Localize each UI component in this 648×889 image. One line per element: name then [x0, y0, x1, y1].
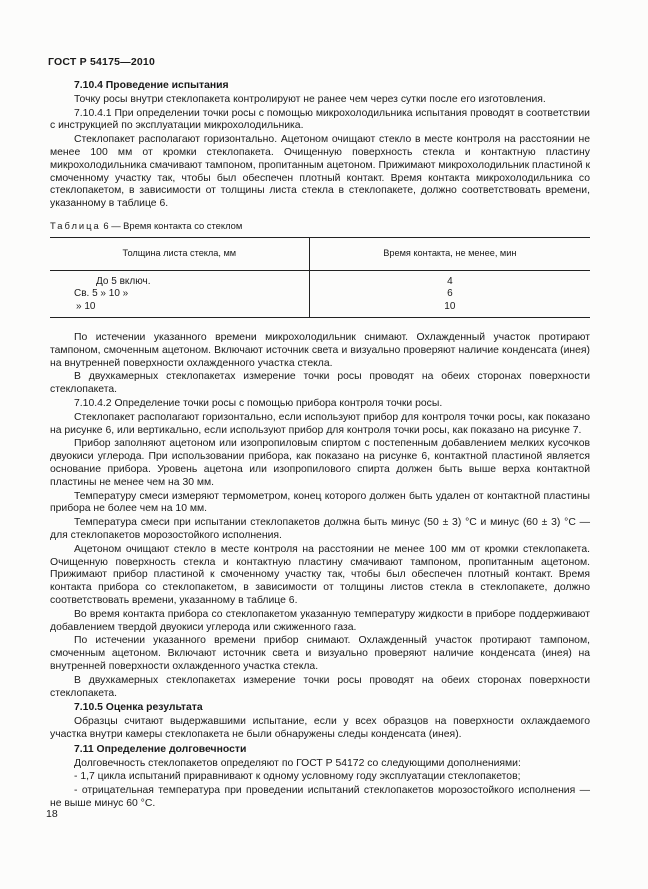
- thickness-cell: [50, 270, 309, 318]
- document-body: [50, 78, 590, 812]
- paragraph: - 1,7 цикла испытаний приравнивают к одному условному году эксплуатации стеклопакетов;: [74, 771, 521, 783]
- paragraph: По истечении указанного времени микрохолодильник снимают. Охлажденный участок протирают тампоном, смоченным ацетоном. Включают источник света и визуально проверяют наличие конденсата (инея) на внутренней поверхности охлажденного участка стекла.: [50, 332, 590, 369]
- thickness-value: До 5 включ.: [96, 275, 151, 287]
- paragraph: Точку росы внутри стеклопакета контролируют не ранее чем через сутки после его изготовления.: [74, 93, 546, 105]
- paragraph: Ацетоном очищают стекло в месте контроля на расстоянии не менее 100 мм от кромки стеклопакета. Очищенную поверхность стекла и контактную пластину смачивают тампоном, пропитанным ацетоном. Прижимают прибор пластиной к смоченному участку так, чтобы был обеспечен плотный контакт. Время контакта прибора со стеклопакетом, в зависимости от толщины листов стекла в стеклопакете, должно соответствовать времени, указанному в таблице 6.: [50, 543, 590, 606]
- paragraph: По истечении указанного времени прибор снимают. Охлажденный участок протирают тампоном, смоченным ацетоном. Включают источник света и визуально проверяют наличие конденсата (инея) на внутренней поверхности охлажденного участка стекла.: [50, 635, 590, 672]
- section-heading: 7.11 Определение долговечности: [74, 743, 247, 755]
- contact-time-value: 4: [447, 275, 453, 287]
- thickness-value: Св. 5 » 10 »: [74, 288, 129, 300]
- column-header-thickness: Толщина листа стекла, мм: [50, 237, 309, 270]
- contact-time-value: 6: [447, 288, 453, 300]
- table-header-row: [50, 237, 590, 270]
- document-header: ГОСТ Р 54175—2010: [48, 56, 156, 68]
- section-dew-point-results: [50, 332, 590, 811]
- paragraph: Температура смеси при испытании стеклопакетов должна быть минус (50 ± 3) °С и минус (60 ± 3) °С — для стеклопакетов морозостойкого исполнения.: [50, 517, 590, 542]
- paragraph: 7.10.4.2 Определение точки росы с помощью прибора контроля точки росы.: [74, 398, 443, 410]
- contact-time-value: 10: [444, 300, 456, 312]
- paragraph: Прибор заполняют ацетоном или изопропиловым спиртом с постепенным добавлением мелких кусочков двуокиси углерода. При использовании прибора, как показано на рисунке 6, контактной пластиной является основание прибора. Уровень ацетона или изопропилового спирта должен быть выше верха контактной пластины не менее чем на 30 мм.: [50, 438, 590, 488]
- paragraph: В двухкамерных стеклопакетах измерение точки росы проводят на обеих сторонах поверхности стеклопакета.: [50, 371, 590, 396]
- page-number: 18: [46, 808, 58, 820]
- paragraph: В двухкамерных стеклопакетах измерение точки росы проводят на обеих сторонах поверхности стеклопакета.: [50, 674, 590, 699]
- table-row: [50, 270, 590, 318]
- section-heading: 7.10.5 Оценка результата: [74, 702, 203, 714]
- contact-time-cell: [309, 270, 590, 318]
- paragraph: Стеклопакет располагают горизонтально, если используют прибор для контроля точки росы, как показано на рисунке 6, или вертикально, если используют прибор для контроля точки росы, как показано на рисунке 7.: [50, 411, 590, 436]
- paragraph: 7.10.4.1 При определении точки росы с помощью микрохолодильника испытания проводят в соответствии с инструкцией по эксплуатации микрохолодильника.: [50, 107, 590, 132]
- table-caption-prefix: Таблица: [50, 219, 101, 231]
- paragraph: Образцы считают выдержавшими испытание, если у всех образцов на поверхности охлаждаемого участка внутри камеры стеклопакета не были обнаружены следы конденсата (инея).: [50, 716, 590, 740]
- paragraph: Стеклопакет располагают горизонтально. Ацетоном очищают стекло в месте контроля на расстоянии не менее 100 мм от кромки стеклопакета. Очищенную поверхность стекла и контактную пластину микрохолодильника смачивают тампоном, пропитанным ацетоном. Прижимают микрохолодильник пластиной к смоченному участку так, чтобы был обеспечен плотный контакт. Время контакта микрохолодильника со стеклопакетом, в зависимости от толщины листа стекла в стеклопакете, должно соответствовать времени, указанному в таблице 6.: [50, 134, 590, 210]
- column-header-contact-time: Время контакта, не менее, мин: [309, 237, 590, 270]
- section-dew-point-test: [50, 80, 590, 211]
- paragraph: Температуру смеси измеряют термометром, конец которого должен быть удален от контактной пластины прибора не более чем на 10 мм.: [50, 490, 590, 515]
- table-caption: [50, 220, 590, 233]
- thickness-value: » 10: [76, 300, 96, 312]
- table-caption-title: 6 — Время контакта со стеклом: [100, 219, 243, 231]
- paragraph: Во время контакта прибора со стеклопакетом указанную температуру жидкости в приборе поддерживают добавлением твердой двуокиси углерода или сжиженного газа.: [50, 608, 590, 633]
- paragraph: Долговечность стеклопакетов определяют по ГОСТ Р 54172 со следующими дополнениями:: [74, 757, 521, 769]
- contact-time-table: [50, 237, 590, 318]
- section-heading: 7.10.4 Проведение испытания: [74, 80, 229, 91]
- paragraph: - отрицательная температура при проведении испытаний стеклопакетов морозостойкого исполнения — не выше минус 60 °С.: [50, 785, 590, 809]
